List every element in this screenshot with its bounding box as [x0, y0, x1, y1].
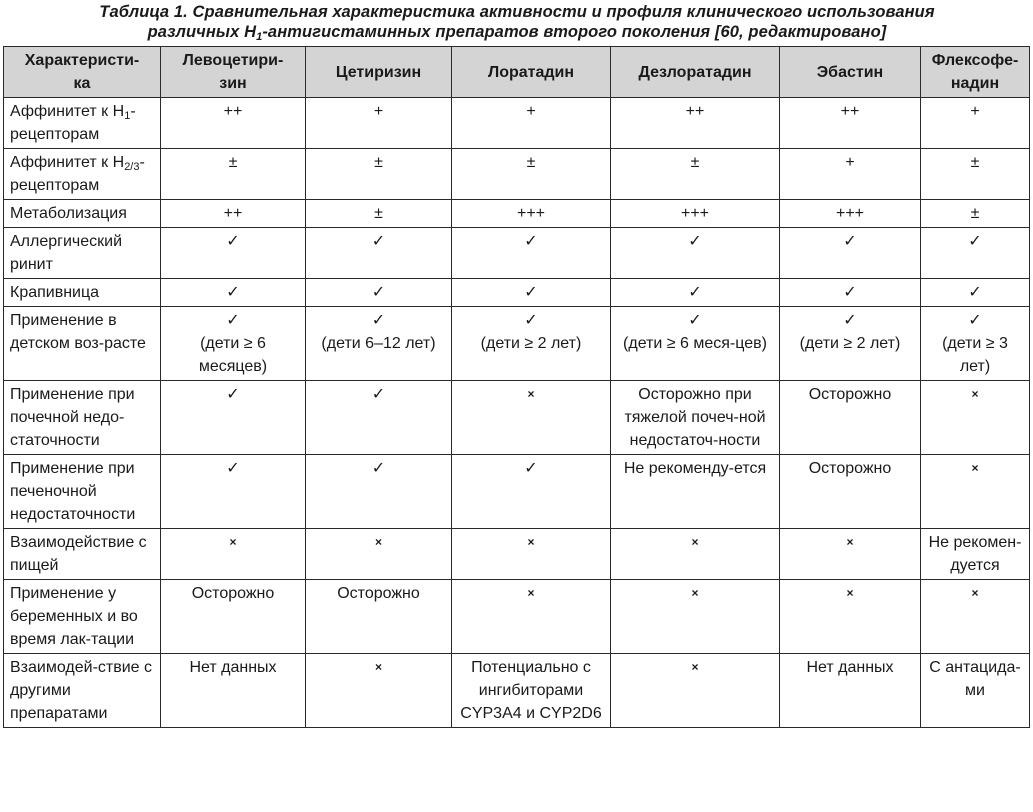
table-cell	[780, 654, 921, 728]
table-cell	[452, 279, 611, 307]
table-cell	[611, 529, 780, 580]
check-icon: ✓	[371, 386, 386, 403]
table-cell	[452, 580, 611, 654]
cell-value: ++	[840, 103, 860, 120]
row-header	[4, 279, 161, 307]
cross-icon: ×	[374, 660, 382, 674]
table-cell	[611, 279, 780, 307]
check-icon: ✓	[968, 312, 982, 329]
column-header-line-2: надин	[950, 75, 1000, 92]
column-header	[4, 47, 161, 98]
row-header	[4, 228, 161, 279]
cell-note: (дети ≥ 6 месяцев)	[198, 335, 268, 375]
table-cell	[161, 381, 306, 455]
cell-value: Нет данных	[189, 659, 277, 676]
table-cell	[452, 381, 611, 455]
table-cell	[780, 200, 921, 228]
cell-value: ±	[374, 154, 383, 171]
cell-value: ±	[374, 205, 383, 222]
table-cell	[611, 149, 780, 200]
caption-h1-subscript: 1	[256, 31, 263, 43]
table-cell	[452, 228, 611, 279]
row-header-suffix: -рецепторам	[10, 103, 136, 143]
table-cell	[780, 307, 921, 381]
table-row	[4, 580, 1030, 654]
row-header-text: Применение при почечной недо-статочности	[10, 386, 135, 449]
cell-value: ±	[970, 205, 980, 222]
table-cell	[452, 149, 611, 200]
row-header	[4, 529, 161, 580]
cross-icon: ×	[691, 586, 699, 600]
column-header-line-1: Флексофе-	[931, 52, 1019, 69]
cell-value: +++	[680, 205, 710, 222]
table-row	[4, 149, 1030, 200]
table-cell	[921, 279, 1030, 307]
table-cell	[452, 307, 611, 381]
table-cell	[452, 529, 611, 580]
column-header-line-1: Левоцетири-	[182, 52, 284, 69]
check-icon: ✓	[968, 284, 982, 301]
table-cell	[921, 455, 1030, 529]
cell-value: +++	[835, 205, 865, 222]
table-header-row	[4, 47, 1030, 98]
check-icon: ✓	[524, 312, 538, 329]
table-cell	[306, 381, 452, 455]
table-cell	[611, 654, 780, 728]
caption-line-2-start: различных H	[147, 23, 257, 41]
table-row	[4, 98, 1030, 149]
row-header-subscript: 2/3	[124, 161, 140, 173]
cell-note: (дети 6–12 лет)	[321, 335, 436, 352]
table-caption	[3, 2, 1031, 42]
cell-note: (дети ≥ 3 лет)	[942, 335, 1008, 375]
row-header-text: Взаимодей-ствие с другими препаратами	[10, 659, 152, 722]
cross-icon: ×	[846, 586, 854, 600]
column-header-line-2: ка	[73, 75, 91, 92]
check-icon: ✓	[226, 233, 240, 250]
column-header-line-1: Характеристи-	[24, 52, 140, 69]
table-cell	[921, 381, 1030, 455]
check-icon: ✓	[371, 460, 386, 477]
table-cell	[780, 381, 921, 455]
table-row	[4, 228, 1030, 279]
cell-value: Не рекомен-дуется	[928, 534, 1022, 574]
table-cell	[306, 529, 452, 580]
table-cell	[921, 580, 1030, 654]
column-header	[921, 47, 1030, 98]
table-cell	[780, 98, 921, 149]
cell-value: +	[373, 103, 384, 120]
check-icon: ✓	[688, 284, 702, 301]
table-cell	[161, 455, 306, 529]
table-cell	[161, 654, 306, 728]
table-cell	[161, 529, 306, 580]
caption-line-2-end: -антигистаминных препаратов второго поколения [60, редактировано]	[262, 23, 887, 41]
row-header	[4, 580, 161, 654]
table-cell	[921, 529, 1030, 580]
table-cell	[611, 381, 780, 455]
table-cell	[780, 529, 921, 580]
check-icon: ✓	[524, 460, 538, 477]
table-cell	[161, 307, 306, 381]
table-cell	[611, 200, 780, 228]
comparison-table	[3, 46, 1030, 728]
table-cell	[306, 200, 452, 228]
column-header-line-1: Лоратадин	[487, 63, 575, 81]
row-header-text: Аффинитет к H	[10, 154, 125, 171]
table-cell	[452, 98, 611, 149]
row-header-text: Метаболизация	[10, 205, 127, 222]
cross-icon: ×	[971, 461, 979, 475]
table-cell	[161, 149, 306, 200]
table-cell	[611, 98, 780, 149]
table-cell	[161, 279, 306, 307]
check-icon: ✓	[226, 312, 240, 329]
table-row	[4, 200, 1030, 228]
cross-icon: ×	[374, 535, 382, 549]
row-header	[4, 98, 161, 149]
table-cell	[306, 580, 452, 654]
cell-value: +	[970, 103, 980, 120]
check-icon: ✓	[226, 284, 240, 301]
column-header-line-1: Эбастин	[816, 63, 884, 81]
cell-value: С антацида-ми	[929, 659, 1021, 699]
cell-value: Не рекоменду-ется	[623, 460, 767, 477]
table-body	[4, 98, 1030, 728]
table-cell	[921, 149, 1030, 200]
table-row	[4, 381, 1030, 455]
table-cell	[306, 279, 452, 307]
table-cell	[161, 228, 306, 279]
cell-value: Нет данных	[806, 659, 894, 676]
check-icon: ✓	[371, 233, 386, 250]
column-header-line-2: зин	[219, 75, 247, 92]
check-icon: ✓	[843, 284, 857, 301]
table-cell	[780, 149, 921, 200]
cell-value: Осторожно	[808, 386, 892, 403]
table-cell	[306, 228, 452, 279]
table-cell	[161, 200, 306, 228]
caption-line-1: Таблица 1. Сравнительная характеристика активности и профиля клинического использования	[99, 3, 935, 21]
table-row	[4, 455, 1030, 529]
check-icon: ✓	[688, 312, 702, 329]
table-cell	[161, 580, 306, 654]
cross-icon: ×	[527, 535, 535, 549]
row-header-text: Аллергический ринит	[10, 233, 123, 273]
table-cell	[611, 228, 780, 279]
row-header	[4, 149, 161, 200]
column-header	[306, 47, 452, 98]
row-header-text: Применение у беременных и во время лак-тации	[10, 585, 138, 648]
cross-icon: ×	[971, 586, 979, 600]
check-icon: ✓	[843, 233, 857, 250]
table-row	[4, 279, 1030, 307]
table-cell	[306, 654, 452, 728]
check-icon: ✓	[371, 312, 386, 329]
cell-value: Осторожно при тяжелой почеч-ной недостаточ-ности	[624, 386, 766, 449]
table-cell	[611, 455, 780, 529]
table-cell	[161, 98, 306, 149]
table-cell	[921, 654, 1030, 728]
column-header	[780, 47, 921, 98]
table-cell	[611, 307, 780, 381]
table-row	[4, 529, 1030, 580]
check-icon: ✓	[843, 312, 857, 329]
table-cell	[780, 580, 921, 654]
row-header	[4, 307, 161, 381]
column-header-line-1: Цетиризин	[335, 63, 422, 81]
cross-icon: ×	[846, 535, 854, 549]
row-header-text: Взаимодействие с пищей	[10, 534, 147, 574]
cell-value: ++	[685, 103, 705, 120]
table-cell	[780, 228, 921, 279]
cell-note: (дети ≥ 2 лет)	[480, 335, 582, 352]
cell-value: +	[526, 103, 536, 120]
check-icon: ✓	[968, 233, 982, 250]
table-cell	[306, 455, 452, 529]
check-icon: ✓	[226, 386, 240, 403]
table-cell	[452, 654, 611, 728]
table-cell	[611, 580, 780, 654]
column-header-line-1: Дезлоратадин	[638, 63, 752, 81]
caption-line-2	[3, 22, 1031, 42]
table-cell	[306, 307, 452, 381]
cross-icon: ×	[527, 586, 535, 600]
check-icon: ✓	[688, 233, 702, 250]
row-header-text: Крапивница	[10, 284, 100, 301]
row-header	[4, 381, 161, 455]
table-cell	[921, 228, 1030, 279]
cell-note: (дети ≥ 6 меся-цев)	[623, 335, 767, 352]
row-header	[4, 200, 161, 228]
table-cell	[921, 307, 1030, 381]
table-cell	[452, 200, 611, 228]
cell-value: ±	[970, 154, 980, 171]
cell-value: +	[845, 154, 855, 171]
cell-value: Осторожно	[337, 585, 420, 602]
cross-icon: ×	[527, 387, 535, 401]
table-cell	[780, 279, 921, 307]
column-header	[611, 47, 780, 98]
column-header	[161, 47, 306, 98]
table-cell	[921, 200, 1030, 228]
table-row	[4, 307, 1030, 381]
table-cell	[306, 98, 452, 149]
table-row	[4, 654, 1030, 728]
cell-value: ±	[526, 154, 536, 171]
cell-value: ±	[228, 154, 238, 171]
check-icon: ✓	[371, 284, 386, 301]
cell-value: ++	[223, 205, 243, 222]
check-icon: ✓	[226, 460, 240, 477]
cell-value: ±	[690, 154, 700, 171]
cross-icon: ×	[691, 660, 699, 674]
cell-value: Осторожно	[191, 585, 275, 602]
check-icon: ✓	[524, 284, 538, 301]
cell-value: ++	[223, 103, 243, 120]
row-header-text: Применение при печеночной недостаточности	[10, 460, 136, 523]
cell-value: +++	[516, 205, 546, 222]
cross-icon: ×	[229, 535, 237, 549]
cell-value: Осторожно	[808, 460, 892, 477]
cell-value: Потенциально с ингибиторами CYP3A4 и CYP2D6	[460, 659, 602, 722]
row-header-text: Применение в детском воз-расте	[10, 312, 146, 352]
row-header	[4, 654, 161, 728]
table-cell	[306, 149, 452, 200]
check-icon: ✓	[524, 233, 538, 250]
cell-note: (дети ≥ 2 лет)	[799, 335, 901, 352]
cross-icon: ×	[971, 387, 979, 401]
row-header-subscript: 1	[124, 110, 131, 122]
table-cell	[780, 455, 921, 529]
cross-icon: ×	[691, 535, 699, 549]
table-cell	[452, 455, 611, 529]
table-cell	[921, 98, 1030, 149]
row-header-text: Аффинитет к H	[10, 103, 125, 120]
row-header	[4, 455, 161, 529]
column-header	[452, 47, 611, 98]
row-header-suffix: -рецепторам	[10, 154, 145, 194]
